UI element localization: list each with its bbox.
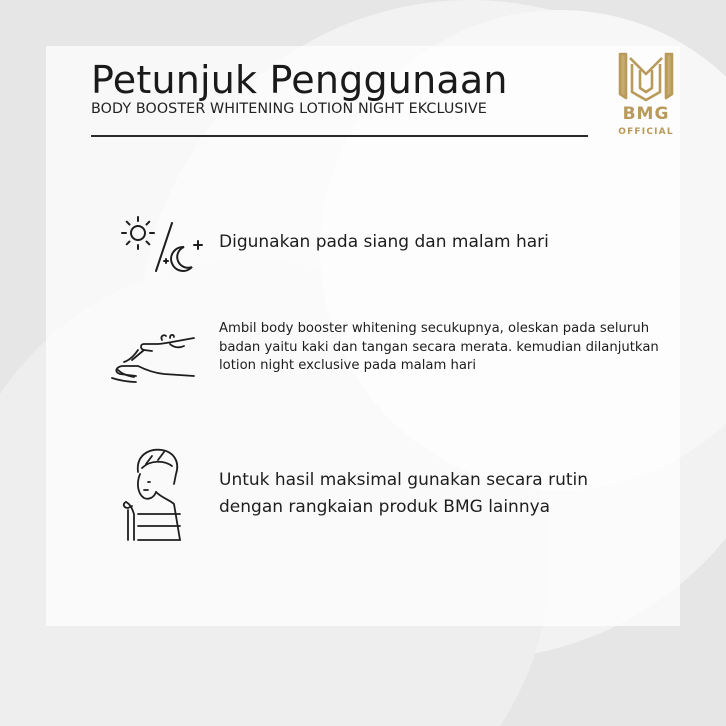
step-1-text: Digunakan pada siang dan malam hari [219, 232, 549, 252]
page-title: Petunjuk Penggunaan [91, 58, 508, 102]
towel-person-icon [108, 444, 198, 544]
hands-lotion-icon [108, 330, 198, 392]
logo-tagline: OFFICIAL [618, 127, 674, 137]
sun-moon-icon [118, 213, 204, 275]
page-subtitle: BODY BOOSTER WHITENING LOTION NIGHT EKCLUSIVE [91, 101, 487, 117]
logo-brand: BMG [622, 104, 670, 124]
step-2-text: Ambil body booster whitening secukupnya, oleskan pada seluruh badan yaitu kaki dan tangan secara merata. kemudian dilanjutkan lotion night exclusive pada malam hari [219, 321, 659, 373]
step-3-text: Untuk hasil maksimal gunakan secara rutin dengan rangkaian produk BMG lainnya [219, 470, 589, 517]
title-divider [91, 135, 588, 137]
